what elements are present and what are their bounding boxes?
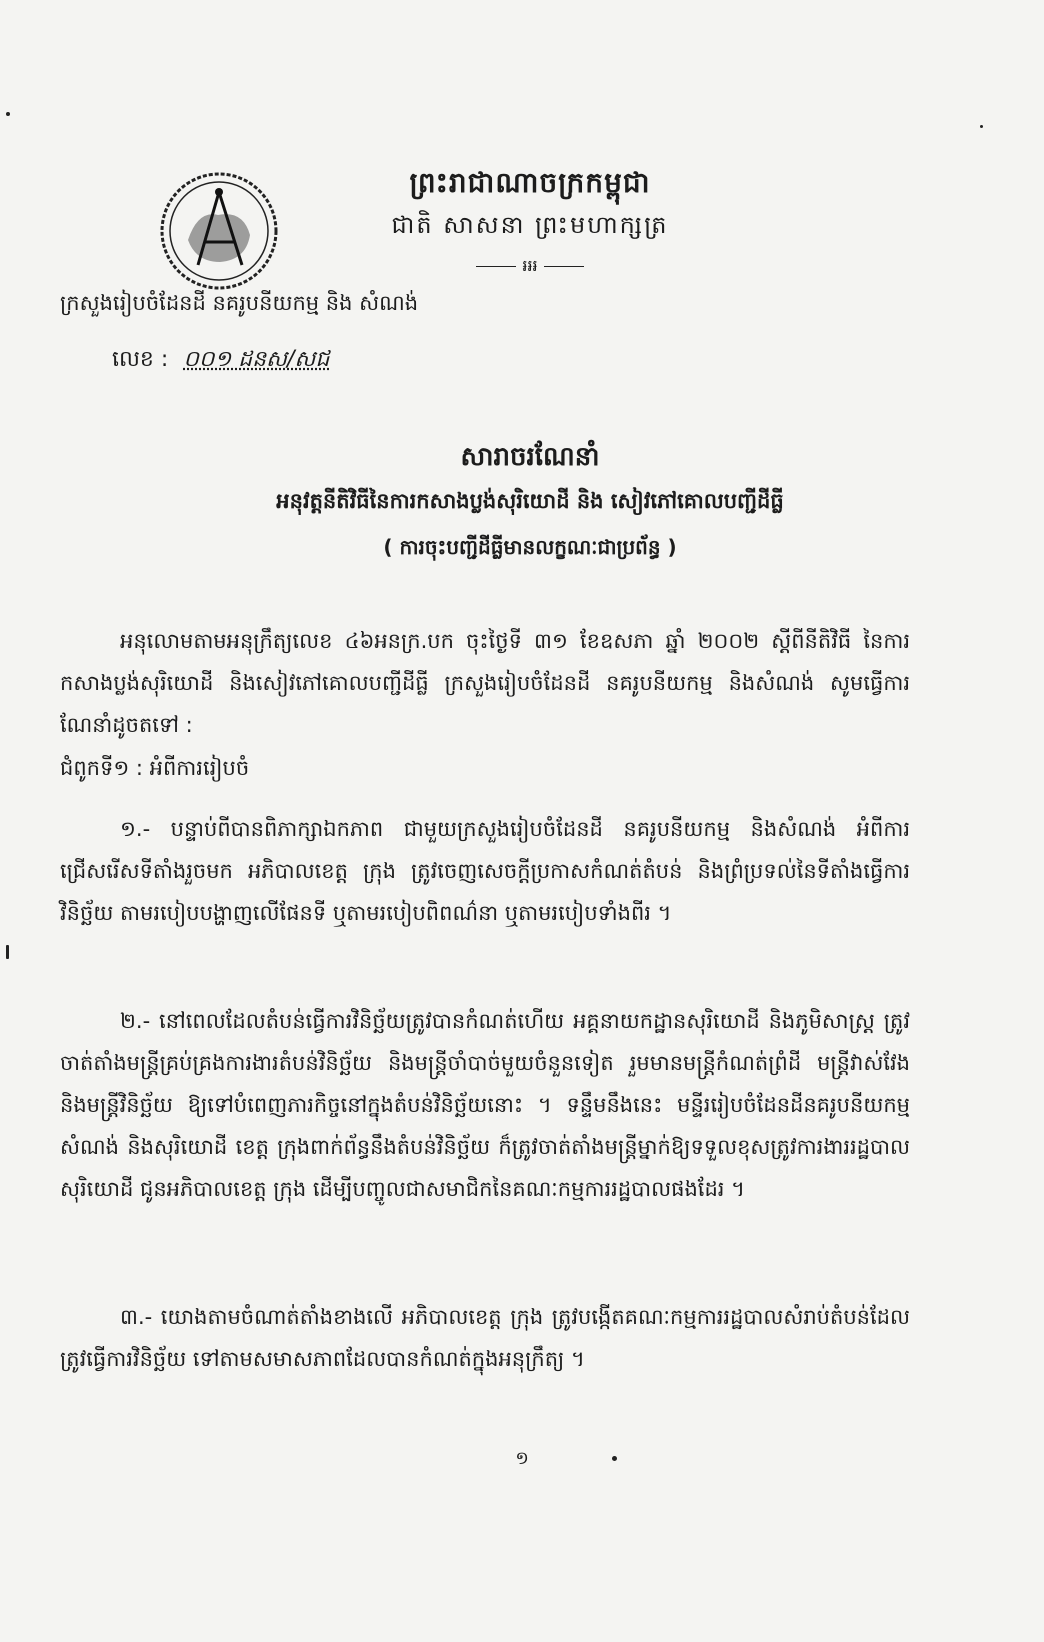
divider-line-right [544,266,584,267]
paragraph-1-text: ១.- បន្ទាប់ពីបានពិភាក្សាឯកភាព ជាមួយក្រសួងរៀបចំដែនដី នគរូបនីយកម្ម និងសំណង់ អំពីការជ្រើសរើសទីតាំងរួចមក អភិបាលខេត្ត ក្រុង ត្រូវចេញសេចក្តីប្រកាសកំណត់តំបន់ និងព្រំប្រទល់នៃទីតាំងធ្វើការវិនិច្ឆ័យ តាមរបៀបបង្ហាញលើផែនទី ឬតាមរបៀបពិពណ៌នា ឬតាមរបៀបទាំងពីរ ។ [60,817,910,925]
reference-number [112,345,329,377]
paragraph-1 [60,808,910,934]
kingdom-heading: ព្រះរាជាណាចក្រកម្ពុជា [409,166,651,199]
paragraph-2-text: ២.- នៅពេលដែលតំបន់ធ្វើការវិនិច្ឆ័យត្រូវបានកំណត់ហើយ អគ្គនាយកដ្ឋានសុរិយោដី និងភូមិសាស្ត្រ ត្រូវចាត់តាំងមន្ត្រីគ្រប់គ្រងការងារតំបន់វិនិច្ឆ័យ និងមន្ត្រីចាំបាច់មួយចំនួនទៀត រួមមានមន្ត្រីកំណត់ព្រំដី មន្ត្រីវាស់វែង និងមន្ត្រីវិនិច្ឆ័យ ឱ្យទៅបំពេញភារកិច្ចនៅក្នុងតំបន់វិនិច្ឆ័យនោះ ។ ទន្ទឹមនឹងនេះ មន្ទីររៀបចំដែនដីនគរូបនីយកម្ម សំណង់ និងសុរិយោដី ខេត្ត ក្រុងពាក់ព័ន្ធនឹងតំបន់វិនិច្ឆ័យ ក៏ត្រូវចាត់តាំងមន្ត្រីម្នាក់ឱ្យទទួលខុសត្រូវការងាររដ្ឋបាលសុរិយោដី ជូនអភិបាលខេត្ត ក្រុង ដើម្បីបញ្ចូលជាសមាជិកនៃគណៈកម្មការរដ្ឋបាលផងដែរ ។ [60,1009,910,1201]
chapter-heading: ជំពូកទី១ : អំពីការរៀបចំ [60,756,250,780]
reference-label: លេខ : [112,347,169,372]
intro-text: អនុលោមតាមអនុក្រឹត្យលេខ ៤៦អនក្រ.បក ចុះថ្ងៃទី ៣១ ខែឧសភា ឆ្នាំ ២០០២ ស្តីពីនីតិវិធី នៃការកសាងប្លង់សុរិយោដី និងសៀវភៅគោលបញ្ជីដីធ្លី ក្រសួងរៀបចំដែនដី នគរូបនីយកម្ម និងសំណង់ សូមធ្វើការណែនាំដូចតទៅ : [60,629,910,737]
paragraph-3-text: ៣.- យោងតាមចំណាត់តាំងខាងលើ អភិបាលខេត្ត ក្រុង ត្រូវបង្កើតគណៈកម្មការរដ្ឋបាលសំរាប់តំបន់ដែលត្រូវធ្វើការវិនិច្ឆ័យ ទៅតាមសមាសភាពដែលបានកំណត់ក្នុងអនុក្រឹត្យ ។ [60,1305,910,1371]
scan-speck [612,1456,617,1461]
ornament-symbol: ៛៛៛ [522,256,538,275]
reference-value: ០០១ ដនស/សជ [183,347,330,372]
paragraph-2 [60,1000,910,1210]
ministry-seal-icon [158,170,280,292]
document-title: សារាចរណែនាំ [460,442,600,472]
document-note: ( ការចុះបញ្ជីដីធ្លីមានលក្ខណៈជាប្រព័ន្ធ ) [383,535,677,559]
divider-line-left [476,266,516,267]
ornament-divider [360,255,700,279]
paragraph-3 [60,1296,910,1380]
document-subtitle: អនុវត្តនីតិវិធីនៃការកសាងប្លង់សុរិយោដី និង សៀវភៅគោលបញ្ជីដីធ្លី [276,489,784,513]
scan-speck [6,112,10,116]
ministry-name: ក្រសួងរៀបចំដែនដី នគរូបនីយកម្ម និង សំណង់ [60,291,419,315]
scan-speck [6,945,9,959]
national-motto: ជាតិ សាសនា ព្រះមហាក្សត្រ [391,211,669,239]
page-number: ១ [515,1448,529,1469]
intro-paragraph [60,620,910,746]
scan-speck [980,125,983,128]
